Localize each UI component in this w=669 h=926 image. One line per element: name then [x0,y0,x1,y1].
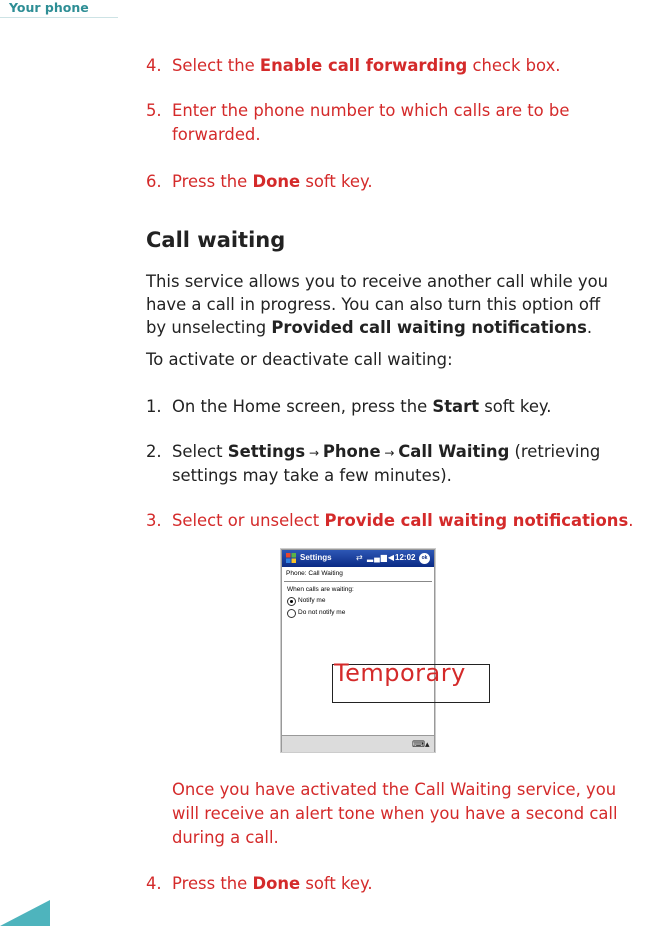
signal-icon: ▂▄▆ [366,553,388,562]
step-text: (retrieving [509,442,601,461]
paragraph-line [146,317,592,339]
paragraph-text: . [586,318,593,337]
command-bar [282,735,434,752]
header-rule [0,17,118,18]
paragraph-line: have a call in progress. You can also turn this option off [146,295,601,314]
title-bar [282,550,434,567]
step-text: Select [172,442,228,461]
step-text: Press the [172,172,253,191]
step-2-select-settings [146,441,600,464]
keyboard-icon[interactable]: ⌨▴ [412,739,430,749]
menu-path-call-waiting: Call Waiting [398,442,510,461]
step-2-continuation: settings may take a few minutes). [172,466,452,485]
menu-path-settings: Settings [227,442,306,461]
step-bold: Start [432,397,480,416]
step-text: Enter the phone number to which calls are to be [172,101,570,120]
do-not-notify-radio[interactable] [287,609,296,618]
step-number: 5. [146,101,162,120]
step-6-press-done [146,171,373,193]
paragraph-bold: Provided call waiting notifications [271,318,587,337]
option-label: When calls are waiting: [287,586,354,593]
step-text: soft key. [479,397,552,416]
step-4-enable-forwarding [146,55,560,77]
clock: 12:02 [395,553,416,562]
page-number: 96 [4,903,20,917]
step-text: soft key. [300,172,373,191]
paragraph-text: by unselecting [146,318,272,337]
status-icons [356,553,395,562]
windows-start-icon [285,552,297,564]
divider [284,581,432,582]
step-text: On the Home screen, press the [172,397,433,416]
note-line: during a call. [172,828,279,847]
arrow-icon: → [305,446,323,460]
menu-path-phone: Phone [322,442,381,461]
paragraph-line: This service allows you to receive another call while you [146,272,609,291]
do-not-notify-label: Do not notify me [298,609,346,616]
connectivity-icon: ⇄ [356,553,364,562]
step-number: 4. [146,56,162,75]
step-4-press-done [146,873,373,895]
notify-me-radio[interactable] [287,597,296,606]
step-1-press-start [146,396,552,418]
step-5-continuation: forwarded. [172,125,261,144]
section-heading: Call waiting [146,228,286,252]
step-5-enter-number [146,100,569,122]
notify-me-label: Notify me [298,597,326,604]
note-line: will receive an alert tone when you have a second call [172,804,618,823]
step-number: 1. [146,397,162,416]
step-3-provide-notifications [146,510,633,532]
step-text: Select or unselect [172,511,325,530]
step-text: check box. [467,56,561,75]
device-screenshot [281,549,435,752]
placeholder-text: Temporary [334,659,466,687]
volume-icon: ◀ [387,553,396,562]
note-line: Once you have activated the Call Waiting service, you [172,780,617,799]
step-bold: Done [252,874,301,893]
step-text: Select the [172,56,260,75]
step-text: Press the [172,874,253,893]
screen-subtitle: Phone: Call Waiting [286,570,343,577]
ok-button[interactable]: ok [419,553,430,564]
step-bold: Enable call forwarding [259,56,468,75]
screen-title: Settings [300,553,332,562]
running-header: Your phone [9,0,89,15]
step-text: . [628,511,634,530]
intro-line: To activate or deactivate call waiting: [146,350,453,369]
step-number: 4. [146,874,162,893]
arrow-icon: → [380,446,399,460]
step-number: 6. [146,172,162,191]
step-bold: Provide call waiting notifications [324,511,629,530]
step-number: 2. [146,442,162,461]
step-number: 3. [146,511,162,530]
step-bold: Done [252,172,301,191]
step-text: soft key. [300,874,373,893]
